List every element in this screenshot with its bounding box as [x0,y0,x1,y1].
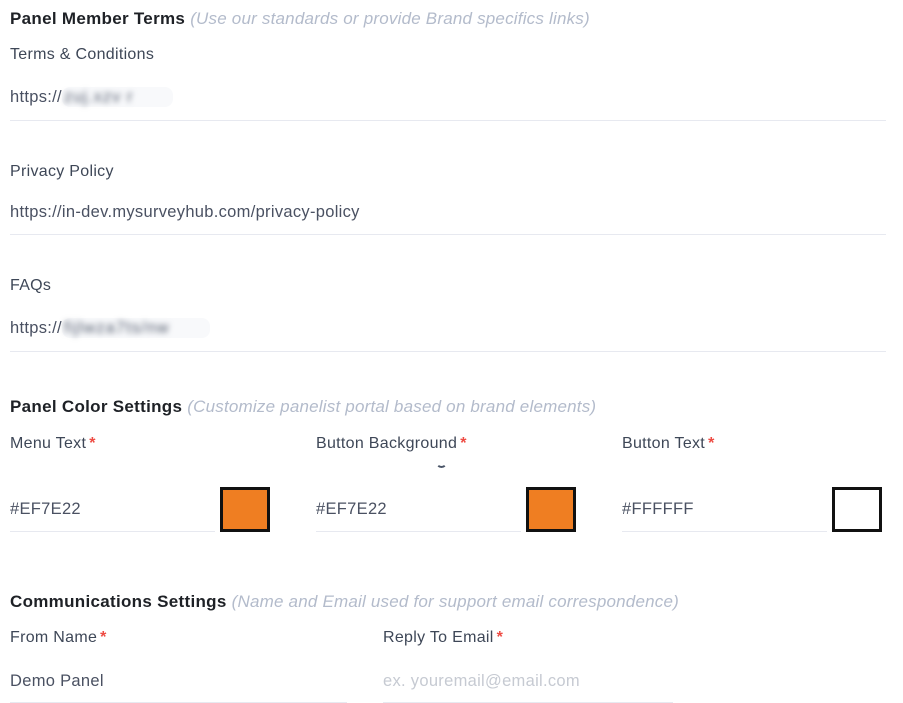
menu-text-color-field [10,434,270,532]
from-name-label: From Name [10,629,98,646]
reply-to-email-label-row [383,628,803,648]
required-asterisk: * [100,629,107,646]
section-title-text: Panel Member Terms [10,9,186,28]
required-asterisk: * [708,435,715,452]
button-background-hex-row [316,487,576,532]
from-name-label-row [10,628,383,648]
chevron-down-icon [436,458,447,468]
section-hint-text: (Name and Email used for support email correspondence) [231,592,679,611]
menu-text-hex-row [10,487,270,532]
communications-fields-row [10,628,886,703]
privacy-policy-field [10,162,886,235]
section-communications-settings [10,592,886,703]
section-panel-color-settings [10,397,886,532]
button-background-label: Button Background [316,435,458,452]
section-title-panel-member-terms [10,9,886,29]
redacted-url-text: fijlwza7ts/nw [63,319,170,337]
button-text-hex-row [622,487,882,532]
faqs-label: FAQs [10,277,52,294]
section-hint-text: (Customize panelist portal based on brand elements) [187,397,597,416]
url-prefix: https:// [10,88,62,106]
terms-conditions-label: Terms & Conditions [10,46,155,63]
privacy-policy-url-input[interactable] [10,203,886,235]
redacted-url-wrap [62,87,174,107]
redacted-url-text: zuj.xzv r [63,88,134,106]
reply-to-email-field [383,628,803,703]
faqs-url-input[interactable] [10,317,886,352]
menu-text-label-row [10,434,270,454]
url-prefix: https:// [10,319,62,337]
section-panel-member-terms [10,9,886,352]
button-background-color-field [316,434,576,532]
terms-conditions-url-input[interactable] [10,86,886,121]
button-text-label-row [622,434,882,454]
terms-conditions-field [10,45,886,121]
redacted-url-wrap [62,318,210,338]
button-text-label: Button Text [622,435,706,452]
section-title-text: Communications Settings [10,592,227,611]
required-asterisk: * [89,435,96,452]
menu-text-color-swatch[interactable] [220,487,270,532]
privacy-policy-label: Privacy Policy [10,163,114,180]
reply-to-email-label: Reply To Email [383,629,494,646]
section-title-panel-color-settings [10,397,886,417]
required-asterisk: * [460,435,467,452]
from-name-input[interactable] [10,672,347,703]
button-background-color-swatch[interactable] [526,487,576,532]
button-text-color-field [622,434,882,532]
section-title-text: Panel Color Settings [10,397,183,416]
button-background-label-row [316,434,576,454]
from-name-field [10,628,383,703]
section-hint-text: (Use our standards or provide Brand specifics links) [190,9,590,28]
required-asterisk: * [496,629,504,646]
reply-to-email-input[interactable] [383,672,673,703]
button-background-hex-input[interactable] [316,500,521,532]
menu-text-hex-input[interactable] [10,500,215,532]
color-fields-row [10,434,886,532]
faqs-field [10,276,886,352]
button-text-color-swatch[interactable] [832,487,882,532]
button-text-hex-input[interactable] [622,500,827,532]
menu-text-label: Menu Text [10,435,87,452]
section-title-communications-settings [10,592,886,612]
